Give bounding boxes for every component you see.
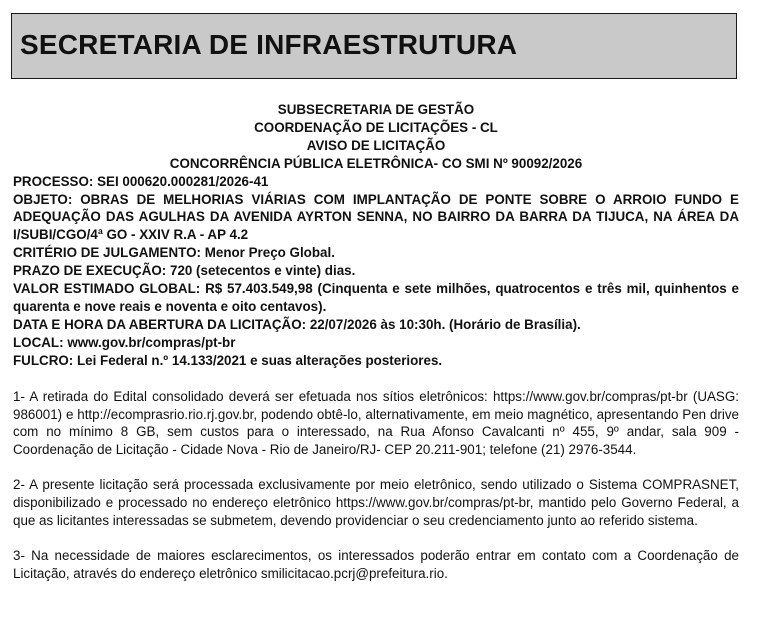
field-value: Menor Preço Global. <box>204 245 335 261</box>
field-value: 720 (setecentos e vinte) dias. <box>170 263 356 279</box>
section-title: SECRETARIA DE INFRAESTRUTURA <box>20 29 518 60</box>
field-label: FULCRO: <box>13 352 74 368</box>
field-label: VALOR ESTIMADO GLOBAL: <box>13 281 201 297</box>
field-label: PROCESSO: <box>13 173 94 189</box>
field-value: R$ 57.403.549,98 (Cinquenta e sete milhões, quatrocentos e três mil, quinhentos e quarenta e nove reais e noventa e oito centavos). <box>13 281 739 314</box>
field-value: Lei Federal n.º 14.133/2021 e suas alterações posteriores. <box>76 352 443 368</box>
field-valor <box>13 280 739 316</box>
coordenacao-heading: COORDENAÇÃO DE LICITAÇÕES - CL <box>254 119 498 135</box>
notice-body <box>13 101 739 583</box>
field-criterio <box>13 244 739 262</box>
paragraph-2: 2- A presente licitação será processada exclusivamente por meio eletrônico, sendo utilizado o Sistema COMPRASNET, disponibilizado e processado no endereço eletrônico https://www.gov.br/compras/pt-br, mantido pelo Governo Federal, a que as licitantes interessadas se submetem, devendo providenciar o seu credenciamento junto ao referido sistema. <box>13 477 739 529</box>
field-label: OBJETO: <box>13 191 73 207</box>
field-value: www.gov.br/compras/pt-br <box>67 334 236 350</box>
field-processo <box>13 173 739 191</box>
field-data-hora <box>13 316 739 334</box>
field-local <box>13 334 739 352</box>
paragraph-1: 1- A retirada do Edital consolidado deverá ser efetuada nos sítios eletrônicos: https://www.gov.br/compras/pt-br (UASG: 986001) e http://ecomprasrio.rio.rj.gov.br, podendo obtê-lo, alternativamente, em meio magnético, apresentando Pen drive com no mínimo 8 GB, sem custos para o interessado, na Rua Afonso Cavalcanti nº 455, 9º andar, sala 909 - Coordenação de Licitação - Cidade Nova - Rio de Janeiro/RJ- CEP 20.211-901; telefone (21) 2976-3544. <box>13 388 739 458</box>
concorrencia-heading: CONCORRÊNCIA PÚBLICA ELETRÔNICA- CO SMI Nº 90092/2026 <box>169 155 583 171</box>
section-header <box>11 13 737 79</box>
field-label: PRAZO DE EXECUÇÃO: <box>13 263 167 279</box>
aviso-heading: AVISO DE LICITAÇÃO <box>306 137 446 153</box>
paragraph-3: 3- Na necessidade de maiores esclarecimentos, os interessados poderão entrar em contato com a Coordenação de Licitação, através do endereço eletrônico smilicitacao.pcrj@prefeitura.rio. <box>13 547 739 581</box>
spacer <box>13 530 739 547</box>
field-prazo <box>13 262 739 280</box>
field-fulcro <box>13 352 739 370</box>
field-value: SEI 000620.000281/2026-41 <box>97 173 269 189</box>
subsecretaria-heading: SUBSECRETARIA DE GESTÃO <box>277 102 475 117</box>
field-value: OBRAS DE MELHORIAS VIÁRIAS COM IMPLANTAÇÃO DE PONTE SOBRE O ARROIO FUNDO E ADEQUAÇÃO DAS AGULHAS DA AVENIDA AYRTON SENNA, NO BAIRRO DA BARRA DA TIJUCA, NA ÁREA DA I/SUBI/CGO/4ª GO - XXIV R.A - AP 4.2 <box>13 191 739 243</box>
spacer <box>13 459 739 476</box>
spacer <box>13 370 739 388</box>
field-objeto <box>13 191 739 245</box>
field-value: 22/07/2026 às 10:30h. (Horário de Brasília). <box>309 316 581 332</box>
field-label: CRITÉRIO DE JULGAMENTO: <box>13 245 201 261</box>
field-label: LOCAL: <box>13 334 64 350</box>
field-label: DATA E HORA DA ABERTURA DA LICITAÇÃO: <box>13 316 307 332</box>
